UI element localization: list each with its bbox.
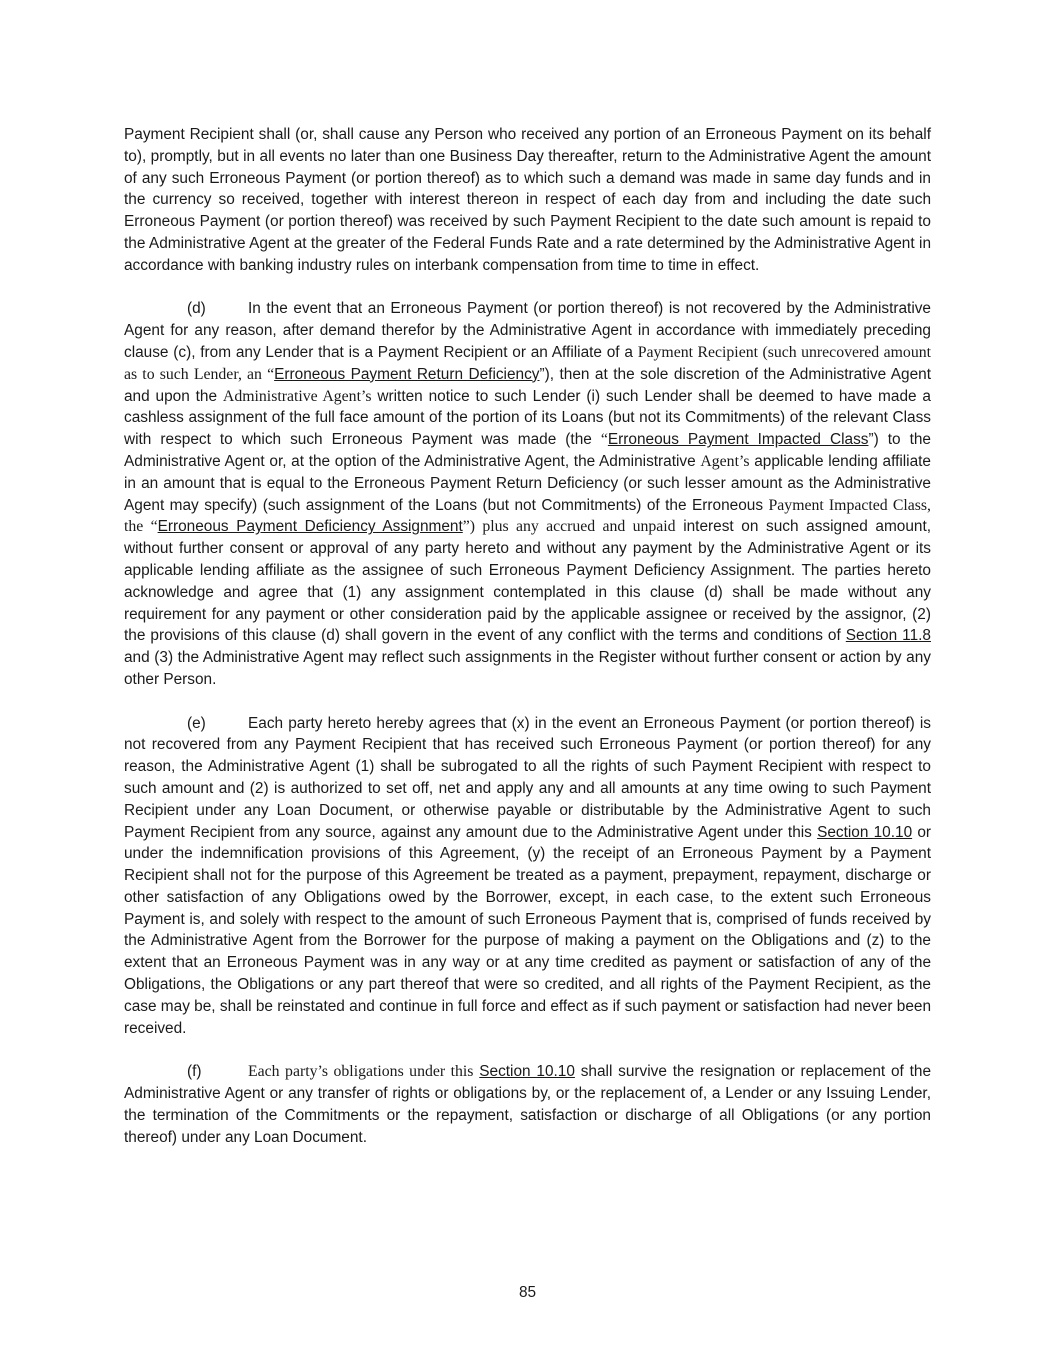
document-page: [124, 124, 931, 1170]
clause-label-d: (d): [187, 300, 206, 318]
paragraph-text: Payment Recipient shall (or, shall cause any Person who received any portion of an Erroneous Payment on its behalf to), promptly, but in all events no later than one Business Day thereafter, return to the Administrative Agent the amount of any such Erroneous Payment (or portion thereof) as to which such a demand was made in same day funds and in the currency so received, together with interest thereon in respect of each day from and including the date such Erroneous Payment (or portion thereof) was received by such Payment Recipient to the date such amount is repaid to the Administrative Agent at the greater of the Federal Funds Rate and a rate determined by the Administrative Agent in accordance with banking industry rules on interbank compensation from time to time in effect.: [124, 126, 931, 274]
clause-label-e: (e): [187, 714, 206, 732]
defined-term-return-deficiency: Erroneous Payment Return Deficiency: [274, 365, 540, 383]
section-reference-11-8: Section 11.8: [845, 627, 931, 645]
text-run: Agent’s: [700, 452, 750, 470]
text-run: ”) plus any accrued and unpaid: [462, 518, 676, 536]
text-run: interest on such assigned amount, without further consent or approval of any party hereto and without any payment by the Administrative Agent or its applicable lending affiliate as the assignee of such Erroneous Payment Deficiency Assignment. The parties hereto acknowledge and agree that (1) any assignment contemplated in this clause (d) shall be made without any requirement for any payment or other consideration paid by the applicable assignee or received by the assignor, (2) the provisions of this clause (d) shall govern in the event of any conflict with the terms and conditions of: [124, 518, 931, 645]
text-run: Payment Recipient (such unrecovered amount as to such Lender, an “: [124, 343, 932, 383]
text-run: ”) to the Administrative Agent or, at the option of the Administrative Agent, the Administrative: [124, 431, 931, 470]
text-run: In the event that an Erroneous Payment (or portion thereof) is not recovered by the Administrative Agent for any reason, after demand therefor by the Administrative Agent in accordance with immediately preceding clause (c), from any Lender that is a Payment Recipient or an Affiliate of a: [124, 300, 931, 361]
text-run: “: [600, 431, 608, 449]
defined-term-impacted-class: Erroneous Payment Impacted Class: [607, 431, 869, 449]
section-reference-10-10: Section 10.10: [817, 823, 913, 841]
defined-term-deficiency-assignment: Erroneous Payment Deficiency Assignment: [157, 518, 463, 536]
text-run: Administrative Agent’s: [222, 387, 372, 405]
clause-label-f: (f): [187, 1063, 202, 1081]
section-reference-10-10: Section 10.10: [479, 1063, 575, 1081]
paragraph-continuation: [124, 124, 931, 277]
paragraph-d: [124, 298, 931, 690]
paragraph-f: [124, 1061, 931, 1148]
text-run: written notice to such Lender (i) such Lender shall be deemed to have made a cashless assignment of the full face amount of the portion of its Loans (but not its Commitments) of the relevant Class with respect to which such Erroneous Payment was made (the: [124, 387, 931, 449]
text-run: Each party hereto hereby agrees that (x) in the event an Erroneous Payment (or portion thereof) is not recovered from any Payment Recipient that has received such Erroneous Payment (or portion thereof) for any reason, the Administrative Agent (1) shall be subrogated to all the rights of such Payment Recipient with respect to such amount and (2) is authorized to set off, net and apply any and all amounts at any time owing to such Payment Recipient under any Loan Document, or otherwise payable or distributable by the Administrative Agent to such Payment Recipient from any source, against any amount due to the Administrative Agent under this: [124, 714, 931, 841]
text-run: shall survive the resignation or replacement of the Administrative Agent or any transfer of rights or obligations by, or the replacement of, a Lender or any Issuing Lender, the termination of the Commitments or the repayment, satisfaction or discharge of all Obligations (or any portion thereof) under any Loan Document.: [124, 1063, 932, 1146]
text-run: or under the indemnification provisions of this Agreement, (y) the receipt of an Erroneous Payment by a Payment Recipient shall not for the purpose of this Agreement be treated as a payment, prepayment, repayment, discharge or other satisfaction of any Obligations owed by the Borrower, except, in each case, to the extent such Erroneous Payment is, and solely with respect to the amount of such Erroneous Payment that is, comprised of funds received by the Administrative Agent from the Borrower for the purpose of making a payment on the Obligations and (z) to the extent that an Erroneous Payment was in any way or at any time credited as payment or satisfaction of any of the Obligations, the Obligations or any part thereof that were so credited, and all rights of the Payment Recipient, as the case may be, shall be reinstated and continue in full force and effect as if such payment or satisfaction had never been received.: [124, 823, 932, 1037]
text-run: ”), then at the sole discretion of the Administrative Agent and upon the: [124, 365, 932, 405]
text-run: applicable lending affiliate in an amount that is equal to the Erroneous Payment Return Deficiency (or such lesser amount as the Administrative Agent may specify) (such assignment of the Loans (but not Commitments) of the Erroneous: [124, 452, 931, 514]
text-run: Payment Impacted Class, the “: [124, 496, 931, 536]
paragraph-e: [124, 713, 931, 1040]
page-number: 85: [518, 1284, 537, 1301]
text-run: Each party’s obligations under this: [248, 1063, 474, 1081]
text-run: and (3) the Administrative Agent may reflect such assignments in the Register without further consent or action by any other Person.: [124, 649, 931, 688]
